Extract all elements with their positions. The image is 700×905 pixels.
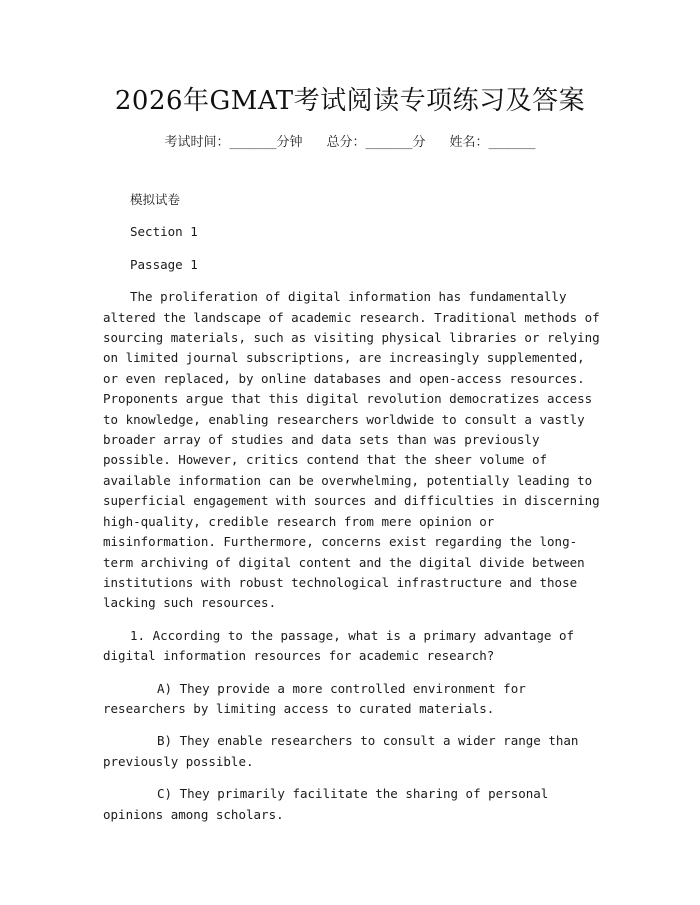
passage-text: The proliferation of digital information has fundamentally altered the landscape of academic research. Traditional methods of sourcing materials, such as visiting physical libraries or relying on limited journal subscriptions, are increasingly supplemented, or even replaced, by online databases and open-access resources. Proponents argue that this digital revolution democratizes access to knowledge, enabling researchers worldwide to consult a vastly broader array of studies and data sets than was previously possible. However, critics contend that the sheer volume of available information can be overwhelming, potentially leading to superficial engagement with sources and difficulties in discerning high-quality, credible research from mere opinion or misinformation. Furthermore, concerns exist regarding the long-term archiving of digital content and the digital divide between institutions with robust technological infrastructure and those lacking such resources. — [103, 289, 600, 611]
exam-time-field: 考试时间：______分钟 — [164, 135, 303, 150]
document-body — [103, 190, 603, 837]
section-heading: 模拟试卷 — [130, 192, 181, 207]
exam-score-field: 总分：______分 — [326, 135, 426, 150]
section-label: Section 1 — [130, 224, 198, 240]
exam-name-field: 姓名：______ — [449, 135, 536, 150]
question-1-option-a: A) They provide a more controlled environment for researchers by limiting access to curated materials. — [103, 680, 526, 716]
question-1-option-c: C) They primarily facilitate the sharing of personal opinions among scholars. — [103, 786, 549, 822]
passage-label: Passage 1 — [130, 256, 198, 272]
exam-info-row — [0, 131, 700, 150]
question-1-prompt: 1. According to the passage, what is a primary advantage of digital information resources for academic research? — [103, 627, 575, 664]
document-title: 2026年GMAT考试阅读专项练习及答案 — [114, 86, 586, 116]
question-1-option-b: B) They enable researchers to consult a wider range than previously possible. — [103, 733, 579, 769]
